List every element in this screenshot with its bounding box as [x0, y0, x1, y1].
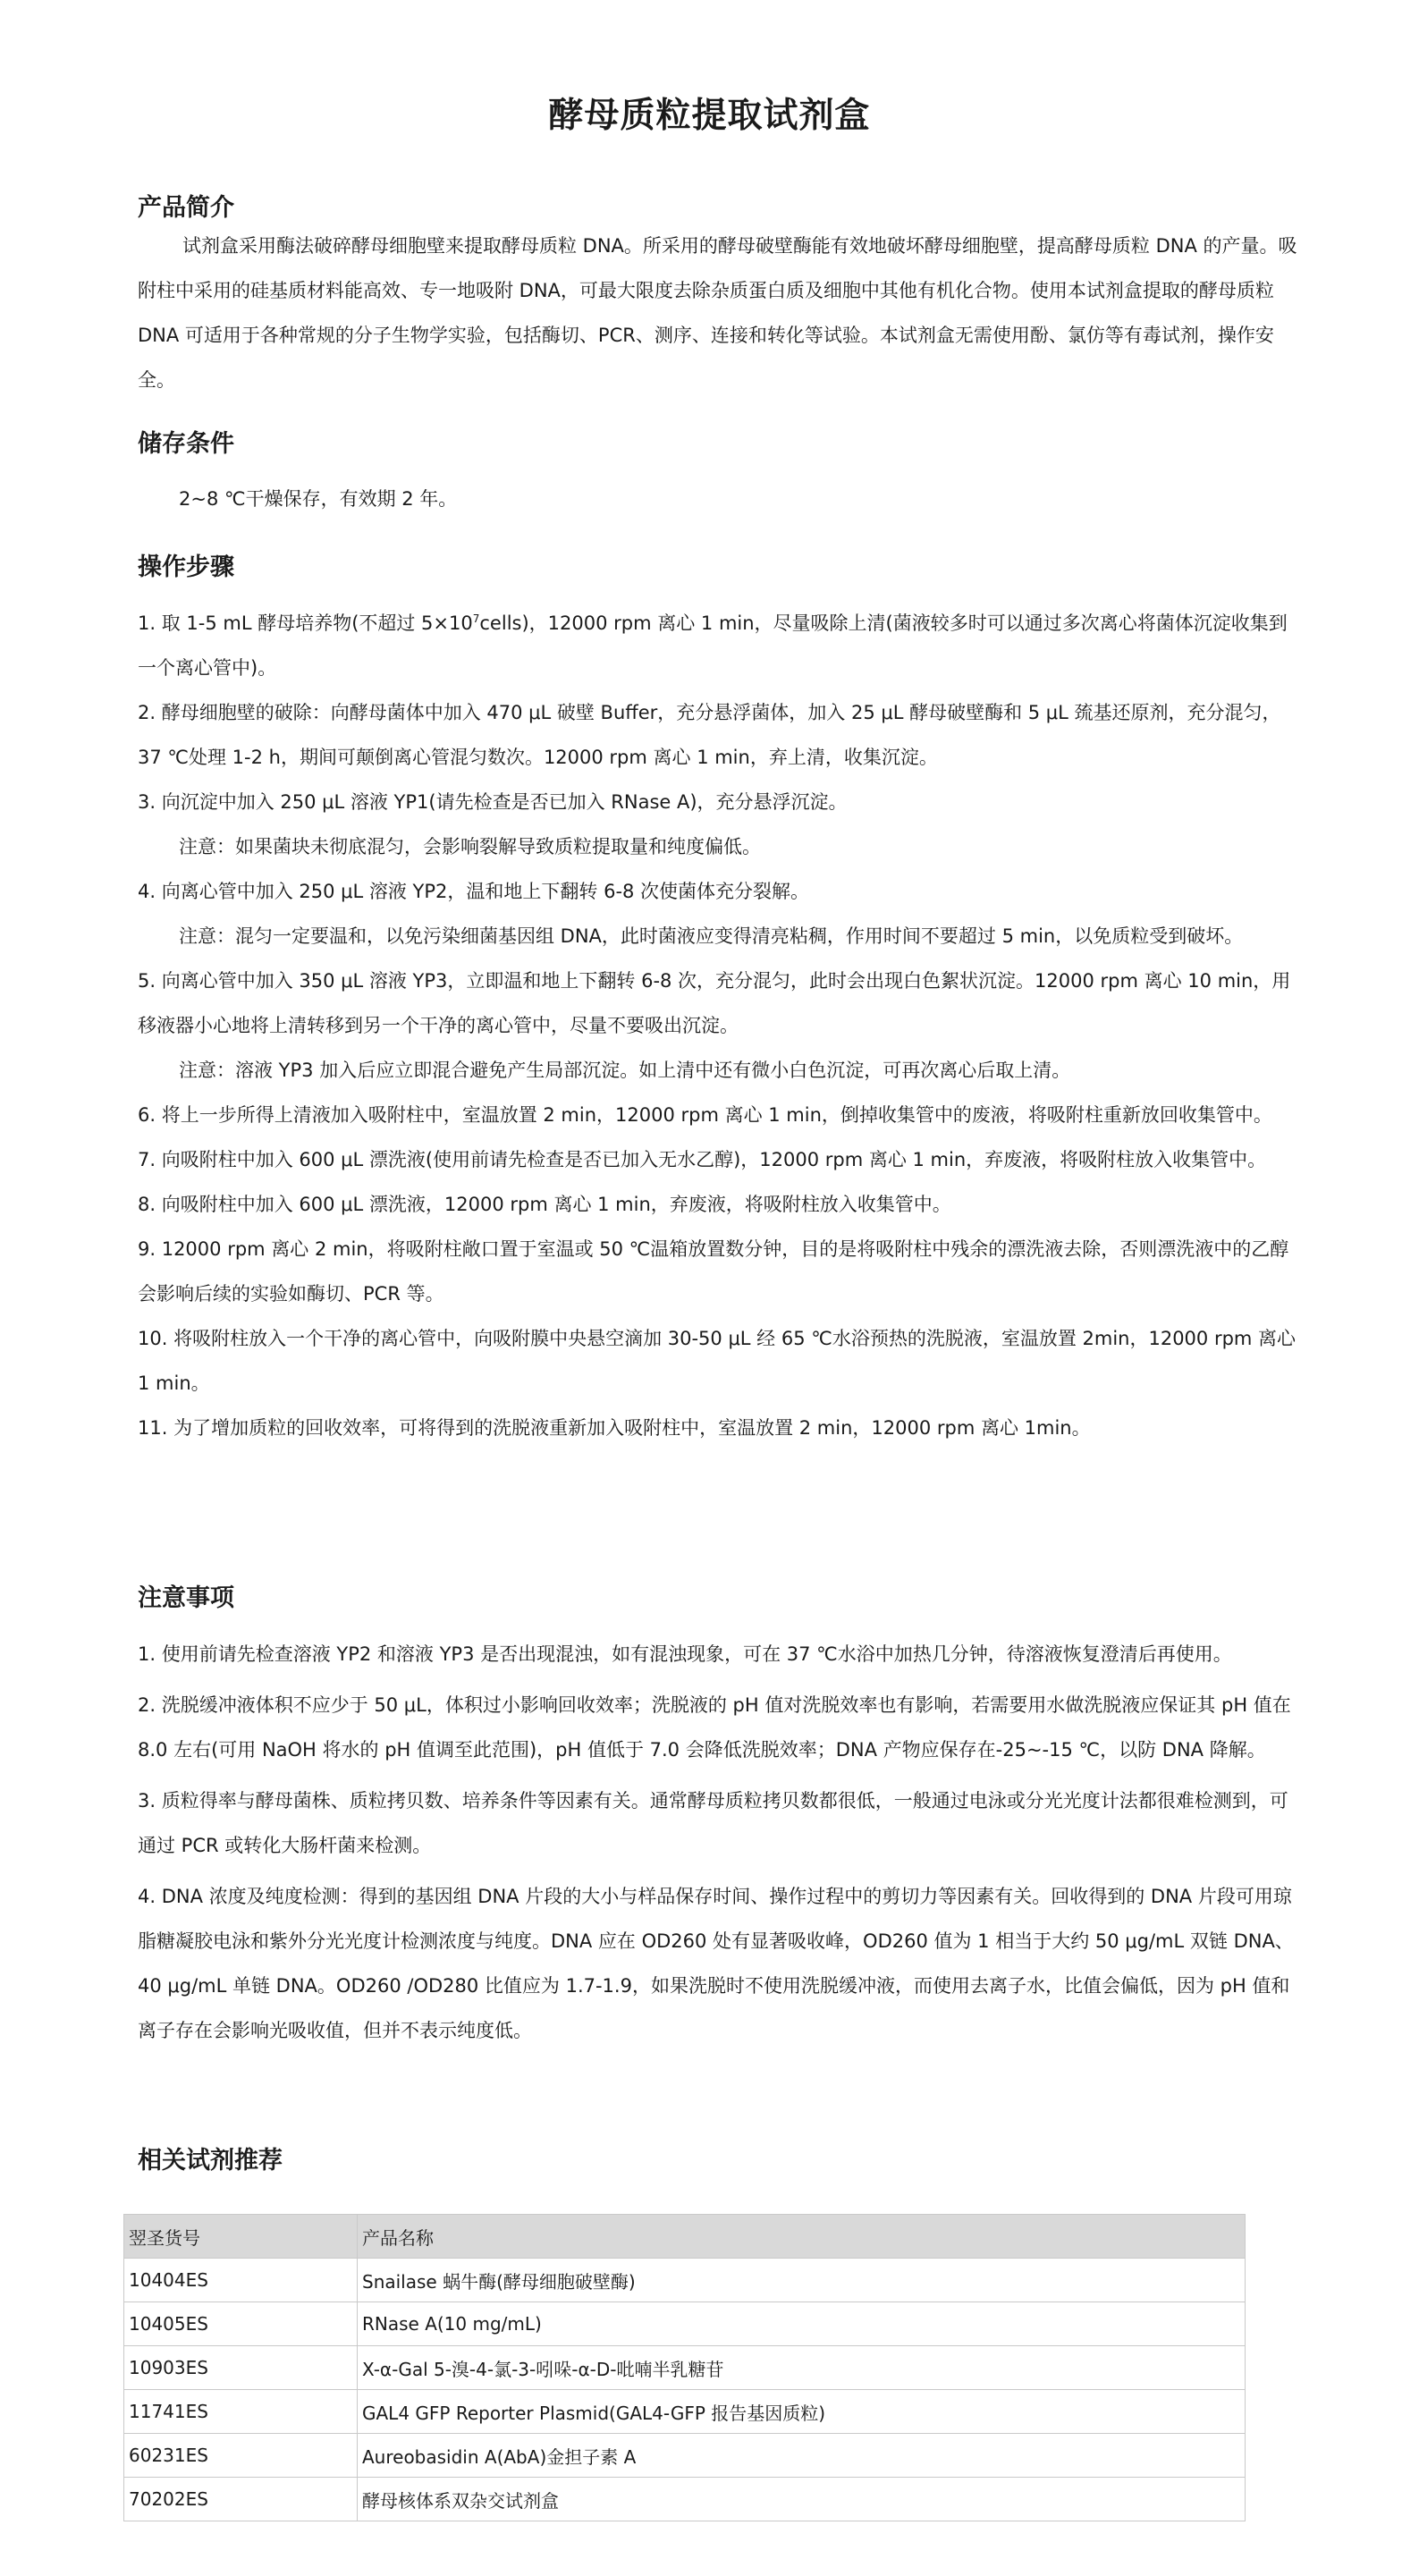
step-item: 5. 向离心管中加入 350 μL 溶液 YP3，立即温和地上下翻转 6-8 次，充分混匀，此时会出现白色絮状沉淀。12000 rpm 离心 10 min，用移液器小心地将上清转移到另一个干净的离心管中，尽量不要吸出沉淀。 [138, 970, 1291, 1036]
step-item: 9. 12000 rpm 离心 2 min，将吸附柱敞口置于室温或 50 ℃温箱放置数分钟，目的是将吸附柱中残余的漂洗液去除，否则漂洗液中的乙醇会影响后续的实验如酶切、PCR 等。 [138, 1238, 1289, 1305]
note-item: 2. 洗脱缓冲液体积不应少于 50 μL，体积过小影响回收效率；洗脱液的 pH 值对洗脱效率也有影响，若需要用水做洗脱液应保证其 pH 值在 8.0 左右(可用 NaOH 将水的 pH 值调至此范围)，pH 值低于 7.0 会降低洗脱效率；DNA 产物应保存在-25~-15 ℃，以防 DNA 降解。 [138, 1694, 1291, 1761]
intro-paragraph: 试剂盒采用酶法破碎酵母细胞壁来提取酵母质粒 DNA。所采用的酵母破壁酶能有效地破坏酵母细胞壁，提高酵母质粒 DNA 的产量。吸附柱中采用的硅基质材料能高效、专一地吸附 DNA，可最大限度去除杂质蛋白质及细胞中其他有机化合物。使用本试剂盒提取的酵母质粒 DNA 可适用于各种常规的分子生物学实验，包括酶切、PCR、测序、连接和转化等试验。本试剂盒无需使用酚、氯仿等有毒试剂，操作安全。 [138, 235, 1297, 391]
step-item: 11. 为了增加质粒的回收效率，可将得到的洗脱液重新加入吸附柱中，室温放置 2 min，12000 rpm 离心 1min。 [138, 1417, 1091, 1439]
storage-heading: 储存条件 [138, 430, 234, 458]
related-heading: 相关试剂推荐 [138, 2147, 283, 2175]
document-title: 酵母质粒提取试剂盒 [548, 96, 871, 136]
steps-heading: 操作步骤 [138, 553, 234, 581]
product-name: RNase A(10 mg/mL) [358, 2302, 1246, 2346]
step-item: 6. 将上一步所得上清液加入吸附柱中，室温放置 2 min，12000 rpm 离心 1 min，倒掉收集管中的废液，将吸附柱重新放回收集管中。 [138, 1104, 1272, 1126]
product-code: 10405ES [124, 2302, 358, 2346]
table-header-row [124, 2215, 1246, 2259]
product-code: 10404ES [124, 2259, 358, 2302]
product-code: 70202ES [124, 2478, 358, 2521]
column-header-name: 产品名称 [358, 2215, 1246, 2259]
related-products-table [123, 2214, 1246, 2521]
table-row [124, 2302, 1246, 2346]
step-note: 注意：如果菌块未彻底混匀，会影响裂解导致质粒提取量和纯度偏低。 [179, 836, 761, 857]
steps-section [138, 601, 1300, 1450]
step-item: 2. 酵母细胞壁的破除：向酵母菌体中加入 470 μL 破壁 Buffer，充分悬浮菌体，加入 25 μL 酵母破壁酶和 5 μL 巯基还原剂，充分混匀，37 ℃处理 1-2 h，期间可颠倒离心管混匀数次。12000 rpm 离心 1 min，弃上清，收集沉淀。 [138, 702, 1281, 768]
column-header-code: 翌圣货号 [124, 2215, 358, 2259]
table-row [124, 2434, 1246, 2478]
table-row [124, 2346, 1246, 2390]
notes-heading: 注意事项 [138, 1584, 234, 1612]
step-item: 7. 向吸附柱中加入 600 μL 漂洗液(使用前请先检查是否已加入无水乙醇)，12000 rpm 离心 1 min，弃废液，将吸附柱放入收集管中。 [138, 1149, 1267, 1170]
step1-exponent: 7 [472, 612, 480, 625]
step-item: 8. 向吸附柱中加入 600 μL 漂洗液，12000 rpm 离心 1 min，弃废液，将吸附柱放入收集管中。 [138, 1194, 951, 1215]
notes-section [138, 1632, 1300, 2053]
storage-section [138, 477, 1300, 521]
product-code: 10903ES [124, 2346, 358, 2390]
step-item [138, 601, 1300, 690]
intro-section [138, 224, 1300, 402]
product-name: 酵母核体系双杂交试剂盒 [358, 2478, 1246, 2521]
intro-heading: 产品简介 [138, 194, 234, 222]
table-row [124, 2390, 1246, 2434]
storage-text: 2~8 ℃干燥保存，有效期 2 年。 [179, 488, 458, 510]
note-item: 4. DNA 浓度及纯度检测：得到的基因组 DNA 片段的大小与样品保存时间、操作过程中的剪切力等因素有关。回收得到的 DNA 片段可用琼脂糖凝胶电泳和紫外分光光度计检测浓度与纯度。DNA 应在 OD260 处有显著吸收峰，OD260 值为 1 相当于大约 50 μg/mL 双链 DNA、40 μg/mL 单链 DNA。OD260 /OD280 比值应为 1.7-1.9，如果洗脱时不使用洗脱缓冲液，而使用去离子水，比值会偏低，因为 pH 值和离子存在会影响光吸收值，但并不表示纯度低。 [138, 1886, 1294, 2041]
product-code: 11741ES [124, 2390, 358, 2434]
table-row [124, 2259, 1246, 2302]
product-code: 60231ES [124, 2434, 358, 2478]
product-name: X-α-Gal 5-溴-4-氯-3-吲哚-α-D-吡喃半乳糖苷 [358, 2346, 1246, 2390]
step-note: 注意：溶液 YP3 加入后应立即混合避免产生局部沉淀。如上清中还有微小白色沉淀，可再次离心后取上清。 [179, 1060, 1071, 1081]
table-row [124, 2478, 1246, 2521]
note-item: 1. 使用前请先检查溶液 YP2 和溶液 YP3 是否出现混浊，如有混浊现象，可在 37 ℃水浴中加热几分钟，待溶液恢复澄清后再使用。 [138, 1643, 1232, 1665]
step-item: 10. 将吸附柱放入一个干净的离心管中，向吸附膜中央悬空滴加 30-50 μL 经 65 ℃水浴预热的洗脱液，室温放置 2min，12000 rpm 离心 1 min。 [138, 1328, 1297, 1394]
step-note: 注意：混匀一定要温和，以免污染细菌基因组 DNA，此时菌液应变得清亮粘稠，作用时间不要超过 5 min，以免质粒受到破坏。 [179, 925, 1244, 947]
product-name: GAL4 GFP Reporter Plasmid(GAL4-GFP 报告基因质粒) [358, 2390, 1246, 2434]
product-name: Aureobasidin A(AbA)金担子素 A [358, 2434, 1246, 2478]
note-item: 3. 质粒得率与酵母菌株、质粒拷贝数、培养条件等因素有关。通常酵母质粒拷贝数都很低，一般通过电泳或分光光度计法都很难检测到，可通过 PCR 或转化大肠杆菌来检测。 [138, 1790, 1288, 1856]
step1-text-end: cells)，12000 rpm 离心 1 min，尽量吸除上清(菌液较多时可以通过多次离心将菌体沉淀收集到一个离心管中)。 [138, 612, 1288, 679]
product-name: Snailase 蜗牛酶(酵母细胞破壁酶) [358, 2259, 1246, 2302]
step1-text-start: 1. 取 1-5 mL 酵母培养物(不超过 5×10 [138, 612, 473, 634]
step-item: 4. 向离心管中加入 250 μL 溶液 YP2，温和地上下翻转 6-8 次使菌体充分裂解。 [138, 881, 810, 902]
step-item: 3. 向沉淀中加入 250 μL 溶液 YP1(请先检查是否已加入 RNase A)，充分悬浮沉淀。 [138, 791, 848, 813]
